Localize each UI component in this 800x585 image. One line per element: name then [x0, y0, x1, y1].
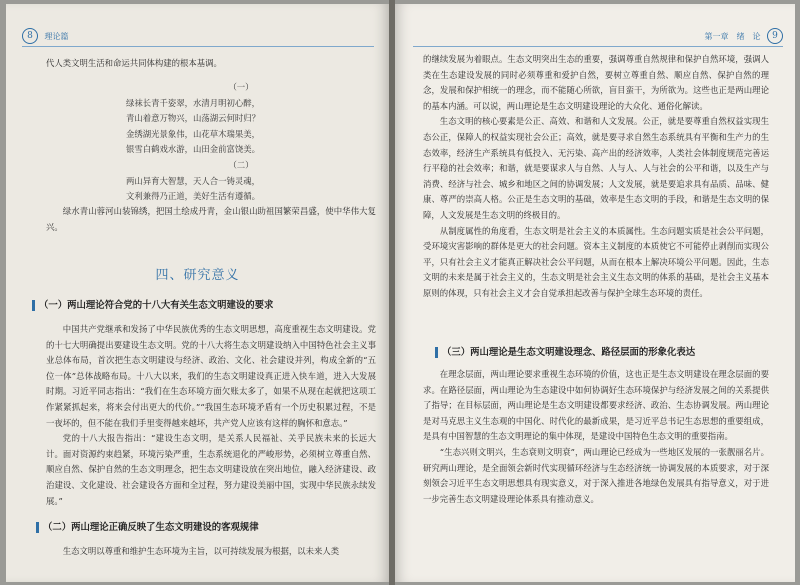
poem-line: 两山异育大智慧，天人合一铸灵魂， — [126, 175, 260, 186]
page-number-badge: 9 — [767, 28, 783, 44]
poem-line: 金绣湖光景象伟，山花草木瑞果美， — [126, 128, 260, 139]
paragraph-group — [46, 322, 376, 509]
heading-marker — [32, 300, 35, 311]
running-head: 第一章 绪 论 — [704, 31, 761, 41]
poem-part-marker: （一） — [228, 82, 254, 92]
paragraph: 生态文明以尊重和维护生态环境为主旨，以可持续发展为根据，以未来人类 — [62, 546, 340, 556]
subsection-heading: （二）两山理论正确反映了生态文明建设的客观规律 — [36, 519, 259, 533]
paragraph: 绿水青山蓉河山装锦绣，把国土绘成丹青，金山银山助祖国繁荣昌盛，使中华伟大复兴。 — [46, 206, 376, 232]
header-rule — [413, 46, 783, 47]
paragraph-group — [423, 52, 769, 302]
paragraph: 在理念层面，两山理论要求重视生态环境的价值，这也正是生态文明建设在理念层面的要求。在路径层面，两山理论为生态建设中如何协调好生态环境保护与经济发展之间的关系提供了指导；在目标层面，两山理论是生态文明建设都要求经济、政治、生态协调发展。两山理论是对马克思主义生态观的中国化、时代化的最新成果，是习近平总书记生态思想的重要组成，是具有中国智慧的生态文明理论的集中体现，是建设中国特色生态文明的重要指南。 — [423, 369, 769, 442]
heading-marker — [36, 522, 39, 533]
poem-line: 青山着意万物兴，山荡湖云何时归？ — [126, 113, 260, 124]
paragraph: 生态文明的核心要素是公正、高效、和谐和人文发展。公正，就是要尊重自然权益实现生态公正，保障人的权益实现社会公正；高效，就是要寻求自然生态系统具有平衡和生产力的生态效率，经济生产系统具有低投入、无污染、高产出的经济效率，人类社会体制度规范完善运行平稳的社会效率；和谐，就是要谋求人与自然、人与人、人与社会的公平和谐，以及生产与消费、经济与社会、城乡和地区之间的协调发展；人文发展，就是要追求具有品质、品味、健康、尊严的崇高人格。公正是生态文明的基础，效率是生态文明的手段，和谐是生态文明的保障，人文发展是生态文明的终极目的。 — [423, 116, 769, 220]
section-title: 四、研究意义 — [155, 268, 240, 283]
running-head: 理论篇 — [44, 31, 69, 41]
paragraph: 从制度属性的角度看，生态文明是社会主义的本质属性。生态问题实质是社会公平问题，受环境灾害影响的群体是更大的社会问题。资本主义制度的本质使它不可能停止剥削而实现公平，只有社会主义才能真正解决社会公平问题，从而在根本上解决环境公平问题。因此，生态文明的未来是属于社会主义的，生态文明是社会主义生态文明的体系的基础，是社会主义基本原则的体现，只有社会主义才会自觉承担起改善与保护全球生态环境的责任。 — [423, 225, 769, 298]
heading-marker — [435, 347, 438, 358]
poem-line: 银雪白鹤戏水游，山田金前富饶美。 — [126, 144, 260, 155]
paragraph: 代人类文明生活和命运共同体构建的根本基调。 — [46, 58, 222, 68]
poem-part-marker: （二） — [228, 159, 254, 170]
paragraph: 党的十八大报告指出：“建设生态文明，是关系人民福祉、关乎民族未来的长远大计。面对资源约束趋紧，环境污染严重，生态系统退化的严峻形势，必须树立尊重自然、顺应自然、保护自然的生态文明理念，把生态文明建设放在突出地位，融入经济建设、政治建设、文化建设、社会建设各方面和全过程，努力建设美丽中国，实现中华民族永续发展。” — [46, 433, 376, 506]
left-page — [6, 4, 389, 582]
subsection-heading: （一）两山理论符合党的十八大有关生态文明建设的要求 — [32, 297, 273, 311]
right-page — [395, 4, 795, 582]
paragraph: 中国共产党继承和发扬了中华民族优秀的生态文明思想，高度重视生态文明建设。党的十七大明确提出要建设生态文明。党的十八大将生态文明建设纳入中国特色社会主义事业总体布局，首次把生态文明建设与经济、政治、文化、社会建设并列，构成全新的“五位一体”总体战略布局。十八大以来，我们的生态文明建设真正进入快车道，进入大发展时期。习近平同志指出：“我们在生态环境方面欠账太多了，如果不从现在起就把这项工作紧紧抓起来，将来会付出更大的代价。”“我国生态环境矛盾有一个历史积累过程，不是一夜坏的，但不能在我们手里变得越来越坏，共产党人应该有这样的胸怀和意志。” — [46, 324, 376, 428]
poem — [126, 80, 316, 205]
subsection-heading: （三）两山理论是生态文明建设理念、路径层面的形象化表达 — [435, 344, 695, 358]
poem-line: 绿袜长青千姿翠，水清月明初心醉， — [126, 97, 260, 108]
poem-line: 文利兼得乃正道，美好生活有遵循。 — [126, 191, 260, 202]
page-number-badge: 8 — [22, 28, 38, 44]
paragraph: 的继续发展为着眼点。生态文明突出生态的重要，强调尊重自然规律和保护自然环境，强调人类在生态建设发展的同时必须尊重和爱护自然，要树立尊重自然、顺应自然、保护自然的理念，发展和保护相统一的理念，而不能随心所欲，盲目蛮干，为所欲为。这些也正是两山理论的基本内涵。可以说，两山理论是生态文明建设理论的大众化、通俗化解读。 — [423, 54, 769, 111]
right-page-header — [700, 28, 783, 44]
paragraph-group — [423, 367, 769, 507]
header-rule — [22, 46, 374, 47]
paragraph: “生态兴则文明兴，生态衰则文明衰”，两山理论已经成为一些地区发展的一张靓丽名片。研究两山理论，是全面领会新时代实现循环经济与生态经济统一协调发展的本质要求，对于深刻领会习近平生态文明思想具有现实意义，对于深入推进各地绿色发展具有指导意义，对于进一步完善生态文明建设理论体系具有推动意义。 — [423, 446, 769, 504]
left-page-header — [22, 28, 73, 44]
